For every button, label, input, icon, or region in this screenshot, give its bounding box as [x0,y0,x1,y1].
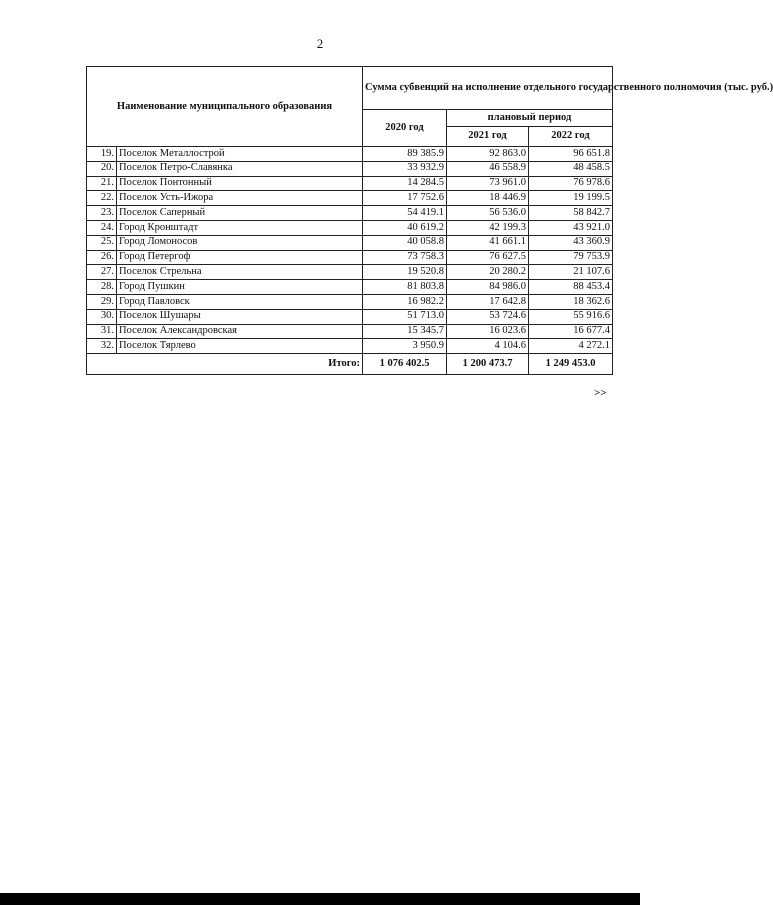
value-2021: 18 446.9 [447,191,529,206]
value-2021: 73 961.0 [447,176,529,191]
header-year-2020: 2020 год [363,110,447,147]
total-2022: 1 249 453.0 [529,354,613,375]
value-2021: 56 536.0 [447,206,529,221]
table-row [87,147,613,162]
table-row [87,339,613,354]
municipality-name: Город Ломоносов [117,235,363,250]
row-number: 22. [87,191,117,206]
municipality-name: Поселок Александровская [117,324,363,339]
value-2022: 96 651.8 [529,147,613,162]
municipality-name: Поселок Тярлево [117,339,363,354]
value-2020: 51 713.0 [363,309,447,324]
value-2022: 4 272.1 [529,339,613,354]
table-row [87,191,613,206]
table-row [87,161,613,176]
header-planning-period: плановый период [447,110,613,127]
value-2021: 92 863.0 [447,147,529,162]
value-2021: 20 280.2 [447,265,529,280]
value-2022: 48 458.5 [529,161,613,176]
page-number: 2 [316,36,324,51]
row-number: 25. [87,235,117,250]
value-2020: 16 982.2 [363,294,447,309]
value-2022: 43 921.0 [529,220,613,235]
value-2020: 81 803.8 [363,280,447,295]
table-row [87,250,613,265]
row-number: 32. [87,339,117,354]
row-number: 24. [87,220,117,235]
value-2022: 18 362.6 [529,294,613,309]
value-2021: 84 986.0 [447,280,529,295]
value-2022: 19 199.5 [529,191,613,206]
table-row [87,309,613,324]
header-year-2021: 2021 год [447,126,529,146]
total-label: Итого: [87,354,363,375]
value-2020: 40 619.2 [363,220,447,235]
value-2022: 58 842.7 [529,206,613,221]
value-2021: 17 642.8 [447,294,529,309]
value-2020: 33 932.9 [363,161,447,176]
table-row [87,324,613,339]
value-2021: 76 627.5 [447,250,529,265]
municipality-name: Поселок Стрельна [117,265,363,280]
municipality-name: Поселок Металлострой [117,147,363,162]
row-number: 30. [87,309,117,324]
row-number: 21. [87,176,117,191]
scan-bottom-edge [0,893,640,905]
municipality-name: Поселок Усть-Ижора [117,191,363,206]
table-row [87,220,613,235]
municipality-name: Поселок Понтонный [117,176,363,191]
header-year-2022: 2022 год [529,126,613,146]
row-number: 20. [87,161,117,176]
total-2020: 1 076 402.5 [363,354,447,375]
row-number: 23. [87,206,117,221]
value-2021: 4 104.6 [447,339,529,354]
value-2021: 46 558.9 [447,161,529,176]
value-2020: 54 419.1 [363,206,447,221]
row-number: 28. [87,280,117,295]
value-2020: 15 345.7 [363,324,447,339]
value-2022: 43 360.9 [529,235,613,250]
value-2021: 16 023.6 [447,324,529,339]
table-row [87,176,613,191]
municipality-name: Поселок Шушары [117,309,363,324]
municipality-name: Город Петергоф [117,250,363,265]
value-2020: 89 385.9 [363,147,447,162]
municipality-name: Город Пушкин [117,280,363,295]
table-row [87,265,613,280]
municipality-name: Поселок Петро-Славянка [117,161,363,176]
value-2020: 73 758.3 [363,250,447,265]
table-row [87,294,613,309]
value-2022: 76 978.6 [529,176,613,191]
total-row [87,354,613,375]
value-2021: 42 199.3 [447,220,529,235]
header-subvention-sum: Сумма субвенций на исполнение отдельного государственного полномочия (тыс. руб.) [363,67,613,110]
value-2020: 19 520.8 [363,265,447,280]
row-number: 19. [87,147,117,162]
value-2020: 40 058.8 [363,235,447,250]
row-number: 31. [87,324,117,339]
value-2020: 14 284.5 [363,176,447,191]
total-2021: 1 200 473.7 [447,354,529,375]
value-2022: 21 107.6 [529,265,613,280]
value-2020: 3 950.9 [363,339,447,354]
value-2022: 16 677.4 [529,324,613,339]
value-2022: 79 753.9 [529,250,613,265]
row-number: 26. [87,250,117,265]
value-2021: 53 724.6 [447,309,529,324]
header-municipality-name: Наименование муниципального образования [87,67,363,147]
continue-marker: >> [594,387,607,399]
row-number: 29. [87,294,117,309]
value-2022: 88 453.4 [529,280,613,295]
subventions-table [86,66,773,375]
value-2022: 55 916.6 [529,309,613,324]
value-2021: 41 661.1 [447,235,529,250]
municipality-name: Город Кронштадт [117,220,363,235]
table-row [87,206,613,221]
row-number: 27. [87,265,117,280]
table-body [87,147,613,354]
table-row [87,280,613,295]
table-row [87,235,613,250]
municipality-name: Поселок Саперный [117,206,363,221]
value-2020: 17 752.6 [363,191,447,206]
municipality-name: Город Павловск [117,294,363,309]
